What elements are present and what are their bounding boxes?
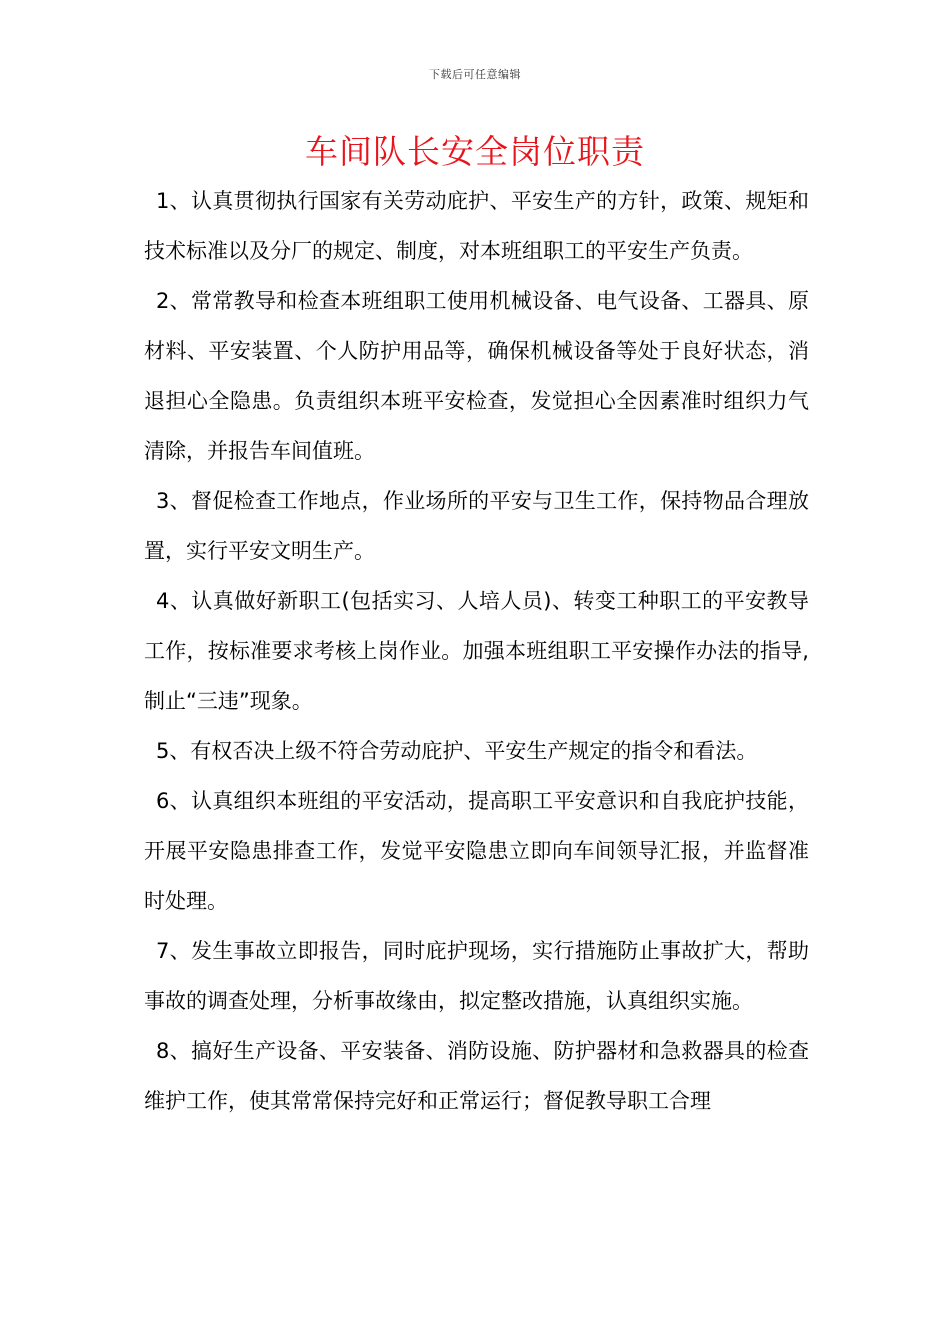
duty-paragraph-7: 7、发生事故立即报告，同时庇护现场，实行措施防止事故扩大，帮助事故的调查处理，分析事故缘由，拟定整改措施，认真组织实施。 — [144, 939, 809, 1013]
duty-paragraph-5: 5、有权否决上级不符合劳动庇护、平安生产规定的指令和看法。 — [156, 739, 758, 763]
duty-paragraph-6: 6、认真组织本班组的平安活动，提高职工平安意识和自我庇护技能，开展平安隐患排查工作，发觉平安隐患立即向车间领导汇报，并监督准时处理。 — [144, 789, 809, 913]
download-editable-note: 下载后可任意编辑 — [429, 68, 521, 81]
duty-paragraph-8: 8、搞好生产设备、平安装备、消防设施、防护器材和急救器具的检查维护工作，使其常常保持完好和正常运行；督促教导职工合理 — [144, 1039, 809, 1113]
duty-paragraph-4: 4、认真做好新职工(包括实习、人培人员)、转变工种职工的平安教导工作，按标准要求考核上岗作业。加强本班组职工平安操作办法的指导,制止“三违”现象。 — [144, 589, 809, 713]
duty-paragraph-2: 2、常常教导和检查本班组职工使用机械设备、电气设备、工器具、原材料、平安装置、个人防护用品等，确保机械设备等处于良好状态，消退担心全隐患。负责组织本班平安检查，发觉担心全因素准时组织力气清除，并报告车间值班。 — [144, 289, 809, 463]
document-title: 车间队长安全岗位职责 — [305, 132, 645, 171]
duty-paragraph-1: 1、认真贯彻执行国家有关劳动庇护、平安生产的方针，政策、规矩和技术标准以及分厂的规定、制度，对本班组职工的平安生产负责。 — [144, 189, 809, 263]
duty-paragraph-3: 3、督促检查工作地点，作业场所的平安与卫生工作，保持物品合理放置，实行平安文明生产。 — [144, 489, 809, 563]
document-body — [144, 176, 809, 1126]
